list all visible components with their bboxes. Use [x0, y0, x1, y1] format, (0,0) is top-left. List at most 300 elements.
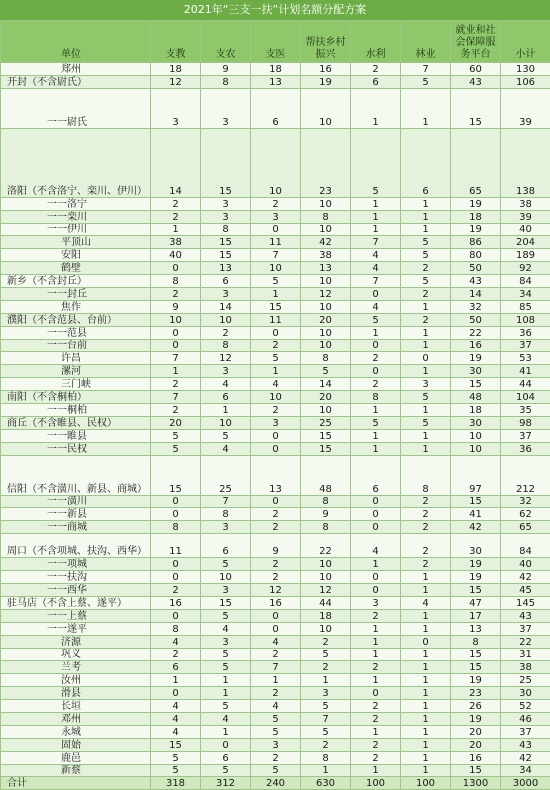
value-cell: 15 [301, 442, 351, 455]
value-cell: 36 [501, 326, 550, 339]
unit-name-cell: 一一西华 [1, 584, 151, 597]
value-cell: 2 [351, 378, 401, 391]
value-cell: 5 [351, 313, 401, 326]
value-cell: 1300 [451, 777, 501, 790]
unit-name-cell: 新乡（不含封丘） [1, 275, 151, 288]
value-cell: 5 [251, 725, 301, 738]
value-cell: 2 [401, 288, 451, 301]
value-cell: 1 [151, 223, 201, 236]
value-cell: 7 [351, 275, 401, 288]
value-cell: 5 [201, 429, 251, 442]
value-cell: 2 [251, 404, 301, 417]
value-cell: 5 [251, 712, 301, 725]
value-cell: 0 [351, 508, 401, 521]
table-row [1, 700, 550, 713]
value-cell: 14 [151, 128, 201, 197]
value-cell: 1 [351, 88, 401, 128]
value-cell: 8 [201, 508, 251, 521]
value-cell: 8 [401, 455, 451, 495]
value-cell: 0 [151, 326, 201, 339]
value-cell: 1 [351, 764, 401, 777]
value-cell: 48 [451, 391, 501, 404]
value-cell: 2 [301, 661, 351, 674]
value-cell: 2 [251, 197, 301, 210]
unit-name-cell: 一一栾川 [1, 210, 151, 223]
value-cell: 16 [451, 751, 501, 764]
value-cell: 10 [301, 275, 351, 288]
table-row [1, 128, 550, 197]
value-cell: 1 [401, 648, 451, 661]
value-cell: 19 [451, 571, 501, 584]
table-row [1, 442, 550, 455]
value-cell: 32 [451, 300, 501, 313]
unit-name-cell: 一一桐柏 [1, 404, 151, 417]
table-row [1, 210, 550, 223]
table-row [1, 635, 550, 648]
value-cell: 1 [151, 365, 201, 378]
value-cell: 3 [201, 584, 251, 597]
value-cell: 6 [251, 88, 301, 128]
unit-name-cell: 一一范县 [1, 326, 151, 339]
value-cell: 1 [401, 712, 451, 725]
value-cell: 10 [301, 571, 351, 584]
unit-name-cell: 一一伊川 [1, 223, 151, 236]
value-cell: 30 [501, 687, 550, 700]
value-cell: 1 [401, 210, 451, 223]
value-cell: 36 [501, 442, 550, 455]
value-cell: 7 [151, 391, 201, 404]
value-cell: 312 [201, 777, 251, 790]
unit-name-cell: 一一上蔡 [1, 609, 151, 622]
value-cell: 98 [501, 416, 550, 429]
value-cell: 2 [301, 635, 351, 648]
value-cell: 5 [201, 558, 251, 571]
value-cell: 30 [451, 416, 501, 429]
value-cell: 1 [201, 404, 251, 417]
value-cell: 40 [151, 249, 201, 262]
value-cell: 0 [351, 495, 401, 508]
col-header-medical: 支医 [251, 21, 301, 63]
value-cell: 0 [401, 352, 451, 365]
value-cell: 14 [301, 378, 351, 391]
value-cell: 15 [451, 584, 501, 597]
value-cell: 5 [151, 442, 201, 455]
value-cell: 4 [351, 262, 401, 275]
unit-name-cell: 洛阳（不含洛宁、栾川、伊川） [1, 128, 151, 197]
value-cell: 14 [201, 300, 251, 313]
col-header-unit: 单位 [1, 21, 151, 63]
value-cell: 9 [301, 508, 351, 521]
table-row [1, 404, 550, 417]
value-cell: 18 [451, 210, 501, 223]
col-header-water: 水利 [351, 21, 401, 63]
value-cell: 32 [501, 495, 550, 508]
value-cell: 35 [501, 404, 550, 417]
value-cell: 5 [301, 725, 351, 738]
table-row [1, 63, 550, 76]
col-header-agriculture: 支农 [201, 21, 251, 63]
value-cell: 4 [251, 700, 301, 713]
value-cell: 6 [351, 455, 401, 495]
value-cell: 240 [251, 777, 301, 790]
value-cell: 10 [451, 442, 501, 455]
value-cell: 42 [501, 751, 550, 764]
value-cell: 6 [201, 275, 251, 288]
value-cell: 10 [251, 128, 301, 197]
table-row [1, 687, 550, 700]
value-cell: 15 [201, 236, 251, 249]
value-cell: 5 [401, 275, 451, 288]
value-cell: 9 [201, 63, 251, 76]
value-cell: 0 [201, 738, 251, 751]
table-row [1, 521, 550, 534]
value-cell: 5 [401, 236, 451, 249]
value-cell: 0 [251, 609, 301, 622]
table-row [1, 365, 550, 378]
table-row [1, 764, 550, 777]
value-cell: 13 [451, 622, 501, 635]
value-cell: 42 [301, 236, 351, 249]
value-cell: 1 [351, 223, 401, 236]
unit-name-cell: 滑县 [1, 687, 151, 700]
value-cell: 0 [351, 365, 401, 378]
value-cell: 8 [151, 521, 201, 534]
value-cell: 13 [251, 455, 301, 495]
unit-name-cell: 许昌 [1, 352, 151, 365]
value-cell: 15 [451, 661, 501, 674]
table-row [1, 352, 550, 365]
value-cell: 8 [351, 391, 401, 404]
value-cell: 2 [151, 648, 201, 661]
value-cell: 37 [501, 429, 550, 442]
value-cell: 15 [451, 648, 501, 661]
value-cell: 1 [251, 365, 301, 378]
value-cell: 630 [301, 777, 351, 790]
value-cell: 318 [151, 777, 201, 790]
value-cell: 8 [151, 275, 201, 288]
value-cell: 10 [151, 313, 201, 326]
value-cell: 48 [301, 455, 351, 495]
total-row [1, 777, 550, 790]
value-cell: 15 [301, 429, 351, 442]
value-cell: 104 [501, 391, 550, 404]
value-cell: 46 [501, 712, 550, 725]
value-cell: 1 [251, 674, 301, 687]
value-cell: 6 [351, 75, 401, 88]
value-cell: 22 [451, 326, 501, 339]
value-cell: 3 [401, 378, 451, 391]
unit-name-cell: 邓州 [1, 712, 151, 725]
value-cell: 18 [251, 63, 301, 76]
value-cell: 1 [251, 288, 301, 301]
unit-name-cell: 商丘（不含睢县、民权） [1, 416, 151, 429]
value-cell: 7 [301, 712, 351, 725]
table-row [1, 429, 550, 442]
value-cell: 2 [351, 661, 401, 674]
value-cell: 34 [501, 288, 550, 301]
table-body [1, 63, 550, 790]
unit-name-cell: 永城 [1, 725, 151, 738]
value-cell: 6 [151, 661, 201, 674]
value-cell: 20 [451, 725, 501, 738]
value-cell: 19 [451, 674, 501, 687]
value-cell: 0 [351, 687, 401, 700]
value-cell: 1 [401, 429, 451, 442]
value-cell: 10 [301, 223, 351, 236]
value-cell: 2 [351, 609, 401, 622]
table-row [1, 326, 550, 339]
value-cell: 3 [201, 288, 251, 301]
value-cell: 37 [501, 339, 550, 352]
value-cell: 15 [201, 128, 251, 197]
unit-name-cell: 焦作 [1, 300, 151, 313]
value-cell: 130 [501, 63, 550, 76]
value-cell: 1 [401, 622, 451, 635]
value-cell: 5 [401, 249, 451, 262]
value-cell: 0 [151, 508, 201, 521]
value-cell: 13 [301, 262, 351, 275]
value-cell: 40 [501, 223, 550, 236]
value-cell: 4 [151, 712, 201, 725]
table-row [1, 416, 550, 429]
value-cell: 2 [351, 751, 401, 764]
unit-name-cell: 一一台前 [1, 339, 151, 352]
value-cell: 65 [451, 128, 501, 197]
unit-name-cell: 一一尉氏 [1, 88, 151, 128]
value-cell: 5 [351, 128, 401, 197]
value-cell: 19 [451, 558, 501, 571]
value-cell: 2 [151, 288, 201, 301]
value-cell: 38 [151, 236, 201, 249]
value-cell: 18 [151, 63, 201, 76]
value-cell: 5 [151, 764, 201, 777]
value-cell: 8 [301, 751, 351, 764]
table-row [1, 609, 550, 622]
value-cell: 18 [301, 609, 351, 622]
value-cell: 0 [251, 326, 301, 339]
table-row [1, 534, 550, 558]
value-cell: 2 [401, 521, 451, 534]
value-cell: 50 [451, 262, 501, 275]
value-cell: 100 [401, 777, 451, 790]
value-cell: 12 [151, 75, 201, 88]
value-cell: 2 [251, 571, 301, 584]
value-cell: 1 [401, 442, 451, 455]
table-row [1, 455, 550, 495]
value-cell: 65 [501, 521, 550, 534]
table-row [1, 661, 550, 674]
value-cell: 2 [251, 339, 301, 352]
table-row [1, 313, 550, 326]
unit-name-cell: 南阳（不含桐柏） [1, 391, 151, 404]
value-cell: 19 [301, 75, 351, 88]
unit-name-cell: 濮阳（不含范县、台前） [1, 313, 151, 326]
table-row [1, 75, 550, 88]
value-cell: 0 [351, 288, 401, 301]
value-cell: 0 [401, 635, 451, 648]
table-row [1, 738, 550, 751]
value-cell: 3000 [501, 777, 550, 790]
value-cell: 97 [451, 455, 501, 495]
value-cell: 1 [351, 404, 401, 417]
table-row [1, 622, 550, 635]
value-cell: 2 [251, 648, 301, 661]
table-row [1, 508, 550, 521]
unit-name-cell: 一一商城 [1, 521, 151, 534]
value-cell: 22 [501, 635, 550, 648]
value-cell: 5 [201, 648, 251, 661]
value-cell: 84 [501, 275, 550, 288]
unit-name-cell: 一一潢川 [1, 495, 151, 508]
value-cell: 92 [501, 262, 550, 275]
value-cell: 1 [201, 687, 251, 700]
table-row [1, 223, 550, 236]
value-cell: 2 [351, 712, 401, 725]
value-cell: 2 [401, 495, 451, 508]
value-cell: 1 [401, 365, 451, 378]
value-cell: 53 [501, 352, 550, 365]
value-cell: 4 [401, 596, 451, 609]
value-cell: 38 [501, 197, 550, 210]
table-row [1, 197, 550, 210]
unit-name-cell: 一一项城 [1, 558, 151, 571]
value-cell: 8 [301, 521, 351, 534]
value-cell: 3 [201, 197, 251, 210]
value-cell: 1 [401, 661, 451, 674]
value-cell: 85 [501, 300, 550, 313]
value-cell: 13 [251, 75, 301, 88]
value-cell: 3 [251, 416, 301, 429]
value-cell: 3 [201, 521, 251, 534]
value-cell: 34 [501, 764, 550, 777]
value-cell: 8 [201, 75, 251, 88]
value-cell: 5 [251, 764, 301, 777]
value-cell: 2 [151, 584, 201, 597]
unit-name-cell: 三门峡 [1, 378, 151, 391]
value-cell: 9 [151, 300, 201, 313]
value-cell: 41 [451, 508, 501, 521]
value-cell: 3 [251, 738, 301, 751]
unit-name-cell: 安阳 [1, 249, 151, 262]
value-cell: 42 [451, 521, 501, 534]
value-cell: 100 [351, 777, 401, 790]
value-cell: 1 [401, 751, 451, 764]
table-row [1, 725, 550, 738]
value-cell: 20 [451, 738, 501, 751]
unit-name-cell: 一一新县 [1, 508, 151, 521]
col-header-forestry: 林业 [401, 21, 451, 63]
value-cell: 2 [201, 326, 251, 339]
value-cell: 2 [251, 751, 301, 764]
col-header-rural-revitalization: 帮扶乡村振兴 [301, 21, 351, 63]
value-cell: 204 [501, 236, 550, 249]
value-cell: 2 [151, 197, 201, 210]
value-cell: 30 [451, 365, 501, 378]
value-cell: 5 [301, 648, 351, 661]
value-cell: 1 [401, 674, 451, 687]
value-cell: 5 [351, 416, 401, 429]
value-cell: 15 [451, 495, 501, 508]
value-cell: 1 [401, 700, 451, 713]
value-cell: 138 [501, 128, 550, 197]
value-cell: 10 [301, 300, 351, 313]
unit-name-cell: 一一遂平 [1, 622, 151, 635]
unit-name-cell: 济源 [1, 635, 151, 648]
value-cell: 18 [451, 404, 501, 417]
value-cell: 1 [351, 622, 401, 635]
value-cell: 12 [301, 584, 351, 597]
value-cell: 2 [351, 738, 401, 751]
value-cell: 22 [301, 534, 351, 558]
value-cell: 25 [301, 416, 351, 429]
col-header-employment-service: 就业和社会保障服务平台 [451, 21, 501, 63]
value-cell: 2 [251, 508, 301, 521]
value-cell: 45 [501, 584, 550, 597]
value-cell: 4 [201, 622, 251, 635]
value-cell: 1 [151, 674, 201, 687]
unit-name-cell: 一一扶沟 [1, 571, 151, 584]
value-cell: 13 [201, 262, 251, 275]
value-cell: 189 [501, 249, 550, 262]
value-cell: 8 [151, 622, 201, 635]
value-cell: 7 [201, 495, 251, 508]
value-cell: 7 [151, 352, 201, 365]
value-cell: 19 [451, 352, 501, 365]
unit-name-cell: 一一民权 [1, 442, 151, 455]
table-row [1, 275, 550, 288]
unit-name-cell: 长垣 [1, 700, 151, 713]
value-cell: 7 [401, 63, 451, 76]
table-row [1, 249, 550, 262]
value-cell: 38 [501, 661, 550, 674]
unit-name-cell: 固始 [1, 738, 151, 751]
unit-name-cell: 兰考 [1, 661, 151, 674]
value-cell: 3 [201, 365, 251, 378]
value-cell: 1 [401, 404, 451, 417]
unit-name-cell: 一一封丘 [1, 288, 151, 301]
value-cell: 10 [251, 262, 301, 275]
table-row [1, 262, 550, 275]
value-cell: 10 [301, 88, 351, 128]
value-cell: 5 [301, 365, 351, 378]
value-cell: 15 [151, 738, 201, 751]
value-cell: 1 [401, 725, 451, 738]
value-cell: 43 [501, 738, 550, 751]
value-cell: 1 [351, 674, 401, 687]
value-cell: 8 [201, 339, 251, 352]
value-cell: 37 [501, 725, 550, 738]
value-cell: 1 [401, 339, 451, 352]
value-cell: 1 [201, 725, 251, 738]
value-cell: 2 [151, 404, 201, 417]
value-cell: 3 [151, 88, 201, 128]
value-cell: 44 [301, 596, 351, 609]
value-cell: 15 [451, 764, 501, 777]
value-cell: 5 [201, 609, 251, 622]
table-row [1, 584, 550, 597]
value-cell: 15 [451, 378, 501, 391]
value-cell: 15 [201, 596, 251, 609]
value-cell: 0 [251, 495, 301, 508]
unit-name-cell: 信阳（不含潢川、新县、商城） [1, 455, 151, 495]
table-row [1, 339, 550, 352]
value-cell: 42 [501, 571, 550, 584]
value-cell: 20 [151, 416, 201, 429]
value-cell: 86 [451, 236, 501, 249]
value-cell: 16 [301, 63, 351, 76]
value-cell: 50 [451, 313, 501, 326]
value-cell: 19 [451, 223, 501, 236]
